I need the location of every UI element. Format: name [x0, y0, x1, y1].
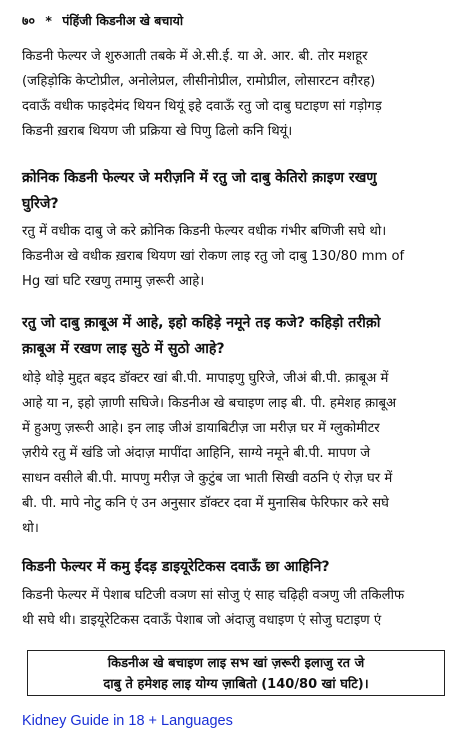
text-line: किडनी ख़राब थियण जी प्रक्रिया खे पिणु ढिलो कनि थियूं।: [22, 124, 293, 139]
section-heading-bp-control: [22, 310, 454, 362]
bp-target-paragraph: [22, 219, 454, 294]
heading-line: क़ाबूअ में रखण लाइ सुठे में सुठो आहे?: [22, 341, 225, 357]
section-heading-bp-target: [22, 165, 454, 217]
text-line: थो।: [22, 521, 39, 536]
text-line: Hg खां घटि रखणु तमामु ज़रूरी आहे।: [22, 274, 205, 289]
text-line: आहे या न, इहो ज़ाणी सघिजे। किडनीअ खे बचाइण लाइ बी. पी. हमेशह क़ाबूअ: [22, 396, 397, 411]
text-line: (जहिड़ोकि केप्टोप्रील, अनोलेप्रल, लीसीनोप्रील, रामोप्रील, लोसारटन वग़ैरह): [22, 74, 376, 89]
heading-line: रतु जो दाबु क़ाबूअ में आहे, इहो कहिड़े नमूने तइ कजे? कहिड़ो तरीक़ो: [22, 315, 381, 331]
text-line: किडनी फेल्यर जे शुरुआती तबके में अे.सी.ई. या अे. आर. बी. तोर मशहूर: [22, 49, 368, 64]
page-header: [22, 12, 189, 29]
text-line: किडनीअ खे वधीक ख़राब थियण खां रोकण लाइ रतु जो दाबु 130/80 mm of: [22, 249, 405, 264]
heading-line: क्रोनिक किडनी फेल्यर जे मरीज़नि में रतु जो दाबु केतिरो क़ाइण रखणु: [22, 170, 377, 186]
footer-caption: Kidney Guide in 18 + Languages: [22, 713, 233, 729]
text-line: थोड़े थोड़े मुद्दत बइद डॉक्टर खां बी.पी. मापाइणु घुरिजे, जीअं बी.पी. क़ाबूअ में: [22, 371, 389, 386]
page-number: ७०: [22, 13, 36, 28]
text-line: दवाऊँ वधीक फाइदेमंद थियन थियूं इहे दवाऊँ रतु जो दाबु घटाइण सां गड़ोगड़: [22, 99, 382, 114]
book-title: पंहिंजी किडनीअ खे बचायो: [62, 13, 184, 28]
section-heading-diuretics: [22, 554, 454, 580]
text-line: किडनी फेल्यर में पेशाब घटिजी वञण सां सोजु एं साह चढ़िही वञणु जी तकिलीफ: [22, 588, 405, 603]
text-line: ज़रीये रतु में खंडि जो अंदाज़ मापींदा आहिनि, साग्ये नमूने बी.पी. मापण जे: [22, 446, 371, 461]
diuretics-paragraph: [22, 583, 454, 633]
intro-paragraph: [22, 44, 454, 144]
key-message-callout: [27, 650, 445, 696]
bp-control-paragraph: [22, 366, 454, 541]
text-line: थी सघे थी। डाइयूरेटिकस दवाऊँ पेशाब जो अंदाज़ु वधाइण एं सोजु घटाइण एं: [22, 613, 382, 628]
callout-line: किडनीअ खे बचाइण लाइ सभ खां ज़रूरी इलाजु रत जे: [107, 656, 365, 671]
text-line: रतु में वधीक दाबु जे करे क्रोनिक किडनी फेल्यर वधीक गंभीर बणिजी सघे थो।: [22, 224, 387, 239]
heading-line: घुरिजे?: [22, 196, 59, 212]
text-line: साधन वसीले बी.पी. मापणु मरीज़ जे कुटुंब जा भाती सिखी वठनि एं रोज़ घर में: [22, 471, 393, 486]
text-line: बी. पी. मापे नोटु कनि एं उन अनुसार डॉक्टर दवा में मुनासिब फेरिफार करे सघे: [22, 496, 389, 511]
text-line: में हुअणु ज़रूरी आहे। इन लाइ जीअं डायाबिटीज़ जा मरीज़ घर में ग्लुकोमीटर: [22, 421, 380, 436]
callout-line: दाबु ते हमेशह लाइ योग्य ज़ाबितो (140/80 खां घटि)।: [103, 677, 369, 692]
header-separator: *: [45, 13, 52, 28]
heading-line: किडनी फेल्यर में कमु ईंदड़ डाइयूरेटिकस दवाऊँ छा आहिनि?: [22, 559, 330, 575]
